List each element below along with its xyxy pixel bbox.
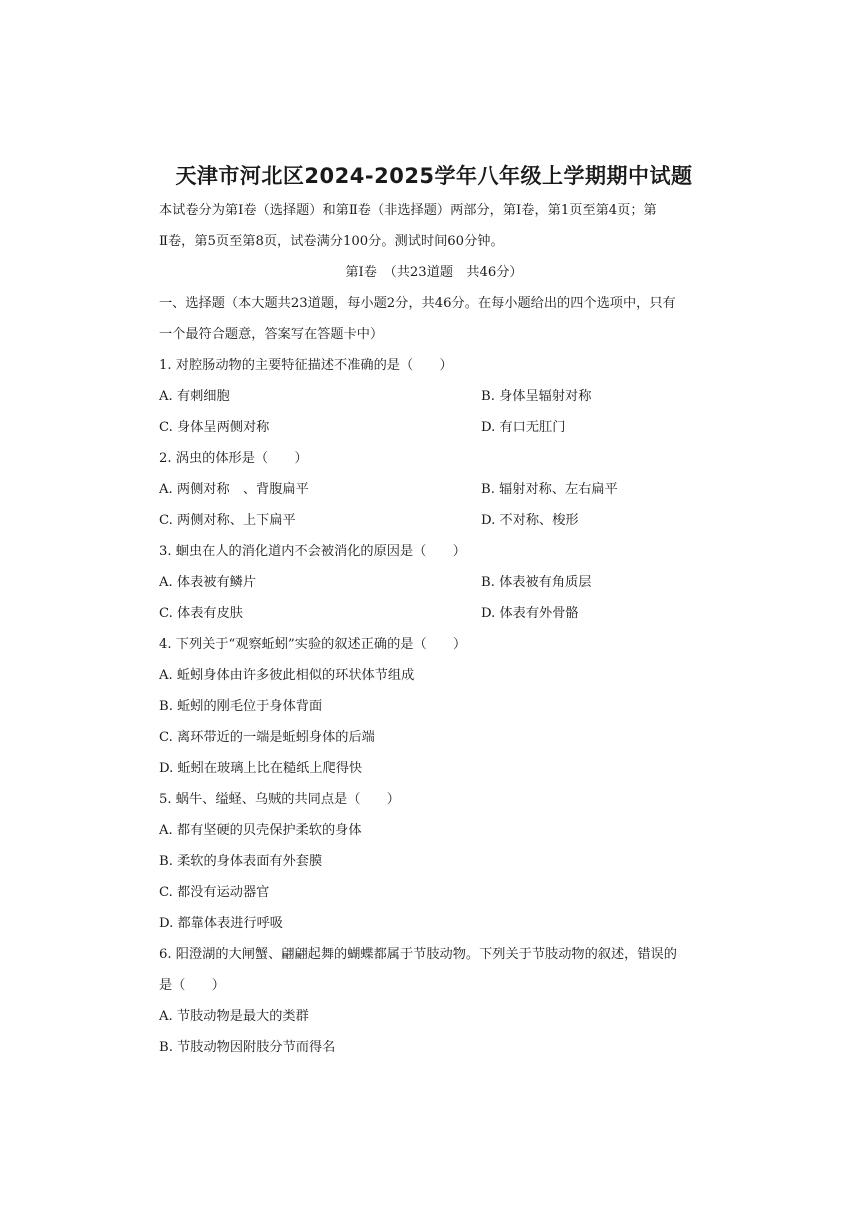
question-6-stem-line-2: 是（ ） — [159, 978, 225, 993]
question-2-option-c: C. 两侧对称、上下扁平 — [159, 513, 296, 528]
question-4-option-d: D. 蚯蚓在玻璃上比在糙纸上爬得快 — [159, 761, 363, 776]
intro-line-1: 本试卷分为第Ⅰ卷（选择题）和第Ⅱ卷（非选择题）两部分，第Ⅰ卷，第1页至第4页；第 — [159, 203, 657, 218]
question-3-stem: 3. 蛔虫在人的消化道内不会被消化的原因是（ ） — [159, 544, 466, 559]
section-heading: 第Ⅰ卷 （共23道题 共46分） — [345, 265, 523, 280]
question-2-option-d: D. 不对称、梭形 — [481, 513, 579, 528]
question-5-stem: 5. 蜗牛、缢蛏、乌贼的共同点是（ ） — [159, 792, 400, 807]
question-1-option-b: B. 身体呈辐射对称 — [481, 389, 592, 404]
question-3-option-b: B. 体表被有角质层 — [481, 575, 592, 590]
question-5-option-a: A. 都有坚硬的贝壳保护柔软的身体 — [159, 823, 362, 838]
question-5-option-d: D. 都靠体表进行呼吸 — [159, 916, 283, 931]
question-1-option-d: D. 有口无肛门 — [481, 420, 566, 435]
question-1-option-a: A. 有刺细胞 — [159, 389, 230, 404]
question-2-option-a: A. 两侧对称 、背腹扁平 — [159, 482, 309, 497]
question-5-option-c: C. 都没有运动器官 — [159, 885, 270, 900]
part-heading-line-1: 一、选择题（本大题共23道题，每小题2分，共46分。在每小题给出的四个选项中，只有 — [159, 296, 676, 311]
question-6-option-b: B. 节肢动物因附肢分节而得名 — [159, 1040, 336, 1055]
question-1-stem: 1. 对腔肠动物的主要特征描述不准确的是（ ） — [159, 358, 453, 373]
question-4-stem: 4. 下列关于“观察蚯蚓”实验的叙述正确的是（ ） — [159, 637, 467, 652]
question-6-option-a: A. 节肢动物是最大的类群 — [159, 1009, 309, 1024]
question-4-option-c: C. 离环带近的一端是蚯蚓身体的后端 — [159, 730, 375, 745]
question-6-stem-line-1: 6. 阳澄湖的大闸蟹、翩翩起舞的蝴蝶都属于节肢动物。下列关于节肢动物的叙述，错误的 — [159, 947, 677, 962]
question-5-option-b: B. 柔软的身体表面有外套膜 — [159, 854, 323, 869]
question-3-option-c: C. 体表有皮肤 — [159, 606, 243, 621]
question-2-option-b: B. 辐射对称、左右扁平 — [481, 482, 618, 497]
question-4-option-b: B. 蚯蚓的刚毛位于身体背面 — [159, 699, 323, 714]
question-4-option-a: A. 蚯蚓身体由许多彼此相似的环状体节组成 — [159, 668, 415, 683]
question-2-stem: 2. 涡虫的体形是（ ） — [159, 451, 308, 466]
intro-line-2: Ⅱ卷，第5页至第8页，试卷满分100分。测试时间60分钟。 — [159, 234, 504, 249]
part-heading-line-2: 一个最符合题意，答案写在答题卡中） — [159, 327, 384, 342]
question-3-option-d: D. 体表有外骨骼 — [481, 606, 579, 621]
exam-title: 天津市河北区2024-2025学年八年级上学期期中试题 — [175, 164, 693, 188]
question-1-option-c: C. 身体呈两侧对称 — [159, 420, 270, 435]
question-3-option-a: A. 体表被有鳞片 — [159, 575, 257, 590]
